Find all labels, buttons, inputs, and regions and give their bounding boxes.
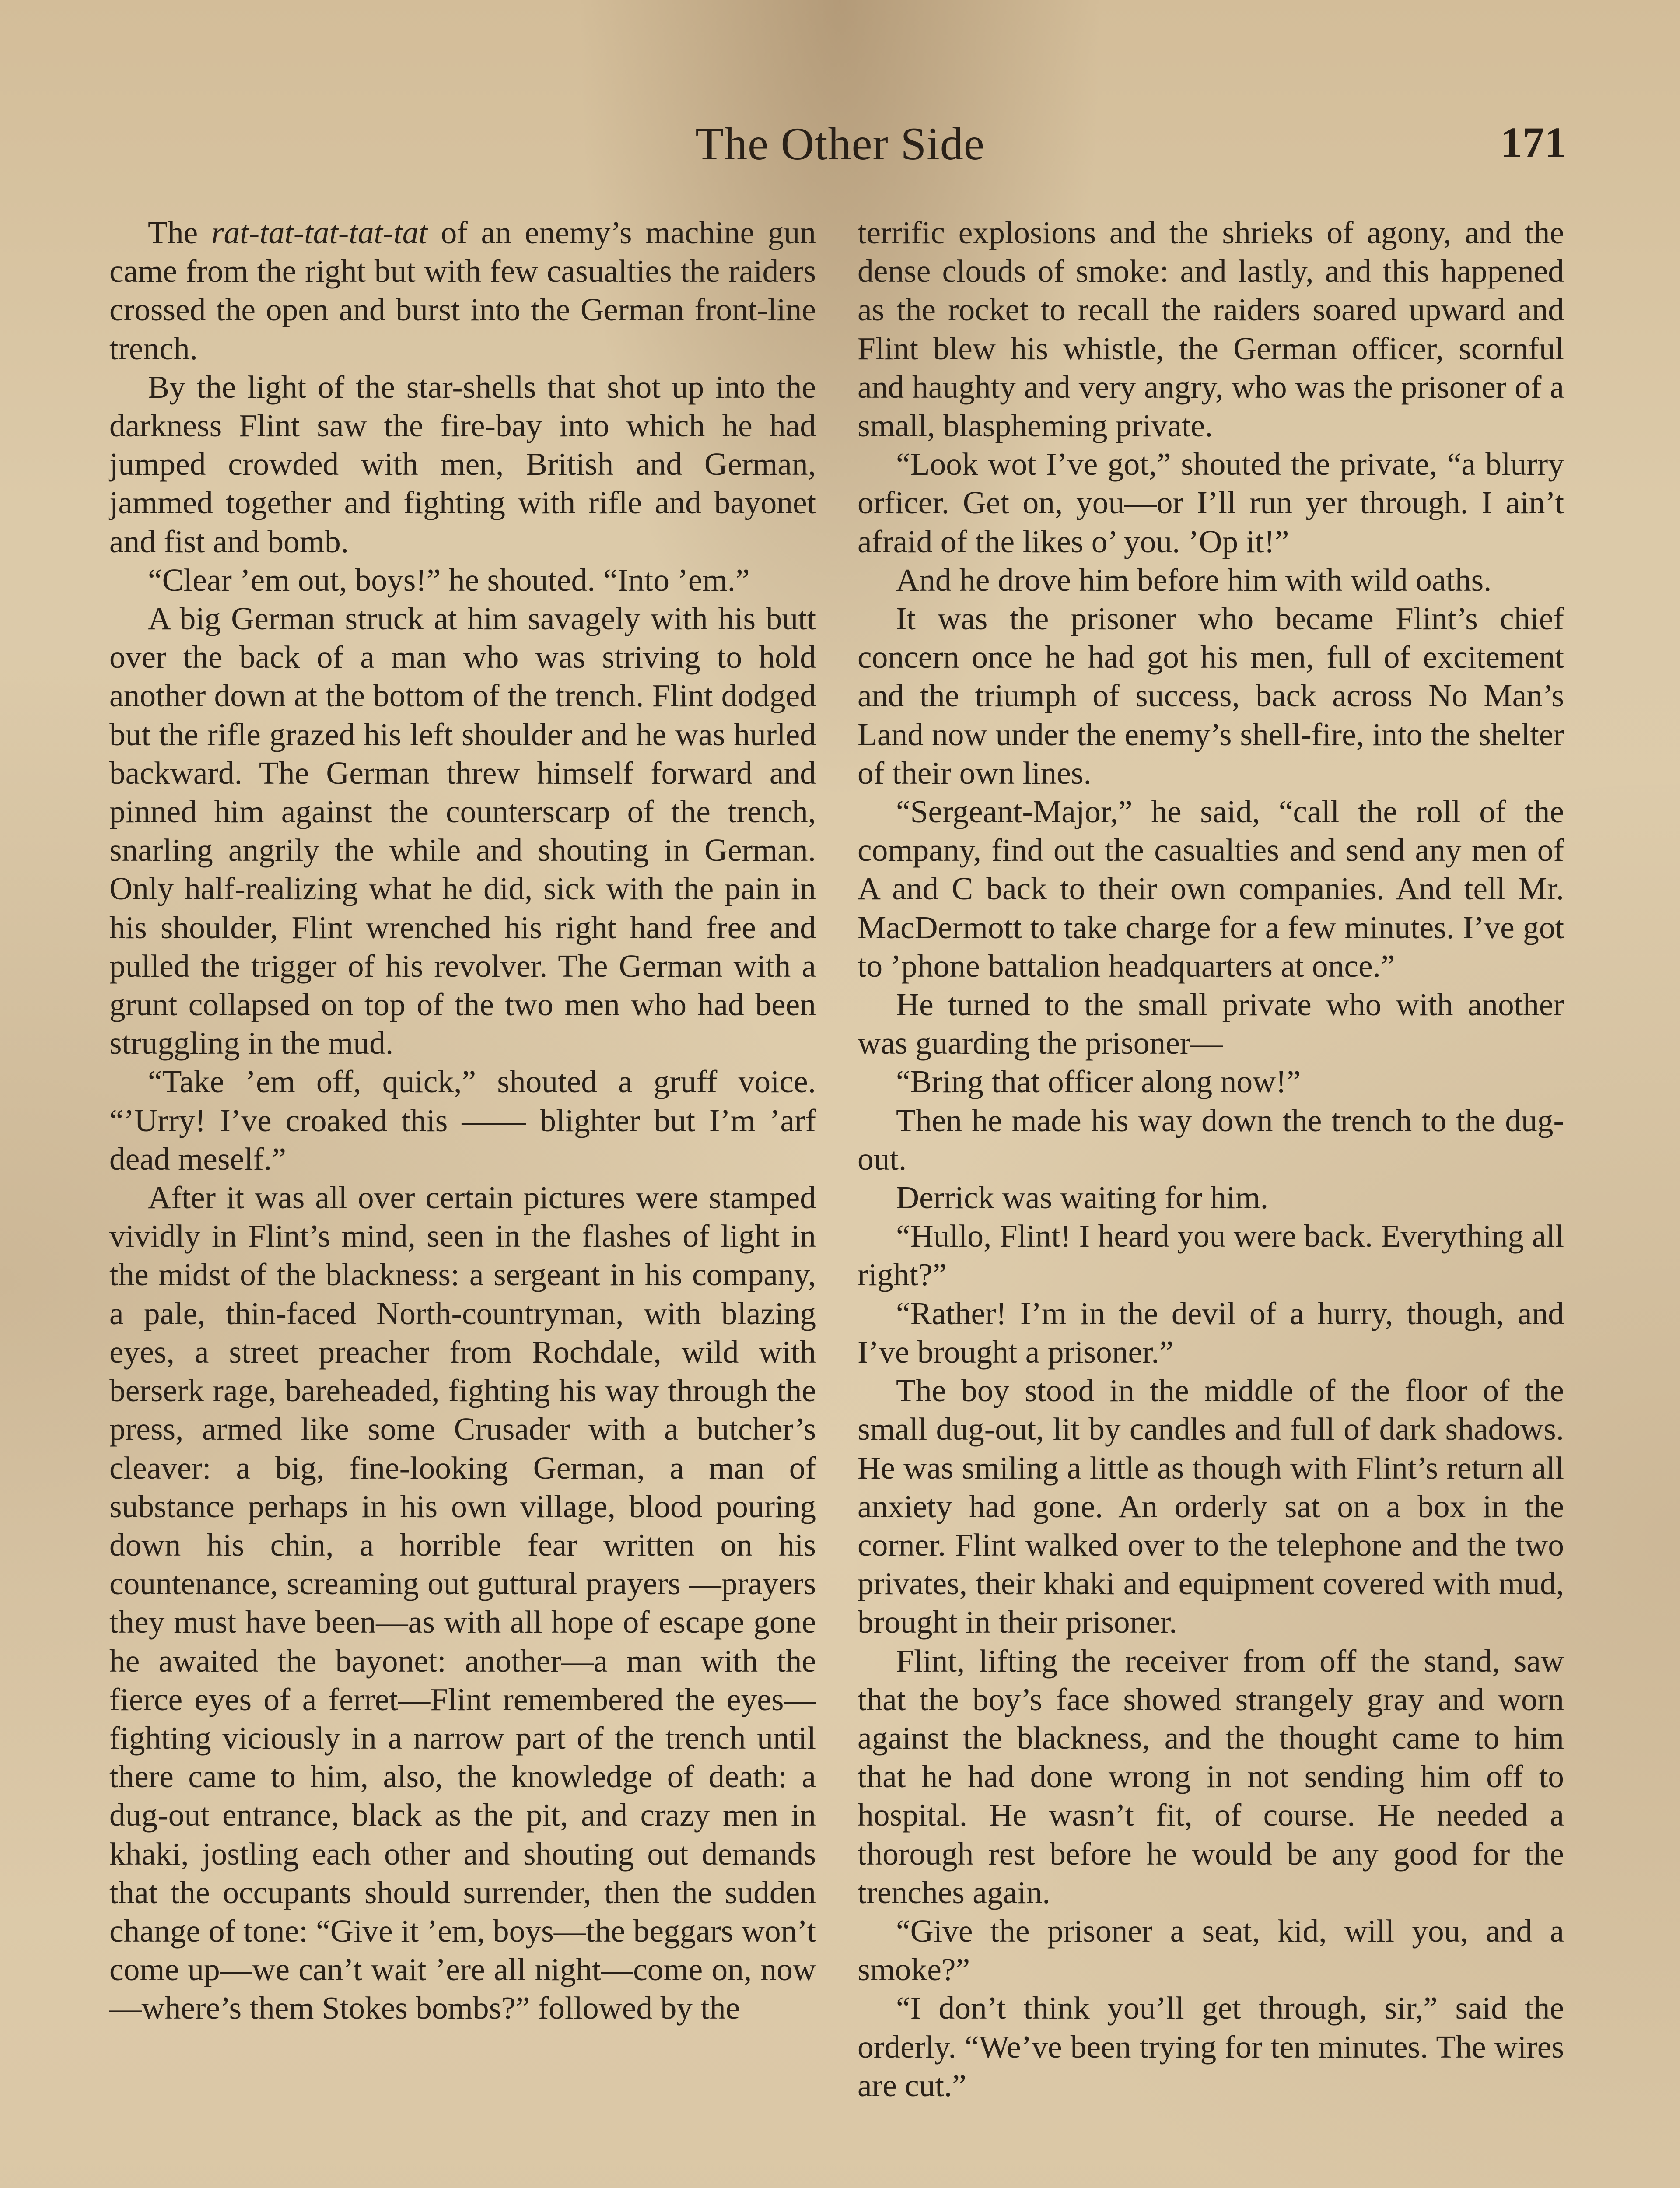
paragraph: Derrick was waiting for him.	[896, 1180, 1269, 1216]
paragraph: After it was all over certain pictures were stamped vividly in Flint’s mind, seen in the flashes of light in the midst of the blackness: a sergeant in his company, a pale, thin-faced North-countryman, with blazing eyes, a street preacher from Rochdale, wild with berserk rage, bareheaded, fighting his way through the press, armed like some Crusader with a butcher’s cleaver: a big, fine-looking German, a man of substance perhaps in his own village, blood pouring down his chin, a horrible fear written on his countenance, screaming out guttural prayers —prayers they must have been—as with all hope of escape gone he awaited the bayonet: another—a man with the fierce eyes of a ferret—Flint remembered the eyes—fighting viciously in a narrow part of the trench until there came to him, also, the knowledge of death: a dug-out entrance, black as the pit, and crazy men in khaki, jostling each other and shouting out demands that the occupants should surrender, then the sudden change of tone: “Give it ’em, boys—the beggars won’t come up—we can’t wait ’ere all night—come on, now—where’s them Stokes bombs?” followed by the	[109, 1180, 816, 2026]
running-head	[0, 117, 1680, 179]
paragraph: By the light of the star-shells that shot up into the darkness Flint saw the fire-bay into which he had jumped crowded with men, British and German, jammed together and fighting with rifle and bayonet and fist and bomb.	[109, 369, 816, 559]
paragraph: Then he made his way down the trench to the dug-out.	[858, 1102, 1564, 1177]
paragraph: The boy stood in the middle of the floor of the small dug-out, lit by candles and full of dark shadows. He was smiling a little as though with Flint’s return all anxiety had gone. An orderly sat on a box in the corner. Flint walked over to the telephone and the two privates, their khaki and equipment covered with mud, brought in their prisoner.	[858, 1373, 1564, 1640]
paragraph: “Rather! I’m in the devil of a hurry, though, and I’ve brought a prisoner.”	[858, 1295, 1564, 1370]
running-title: The Other Side	[695, 118, 985, 169]
paragraph	[109, 214, 816, 368]
paragraph: “Take ’em off, quick,” shouted a gruff voice. “’Urry! I’ve croaked this —— blighter but I’m ’arf dead meself.”	[109, 1064, 816, 1177]
paragraph: “Hullo, Flint! I heard you were back. Everything all right?”	[858, 1218, 1564, 1293]
paragraph: It was the prisoner who became Flint’s chief concern once he had got his men, full of excitement and the triumph of success, back across No Man’s Land now under the enemy’s shell-fire, into the shelter of their own lines.	[858, 601, 1564, 791]
paragraph-text: of an enemy’s machine gun came from the right but with few casualties the raiders crossed the open and burst into the German front-line trench.	[109, 215, 816, 366]
paragraph: “Clear ’em out, boys!” he shouted. “Into ’em.”	[148, 562, 750, 598]
right-column	[858, 214, 1564, 2105]
paragraph: “Give the prisoner a seat, kid, will you, and a smoke?”	[858, 1913, 1564, 1988]
page-number: 171	[1501, 118, 1566, 167]
paragraph: He turned to the small private who with another was guarding the prisoner—	[858, 987, 1564, 1061]
paragraph: “I don’t think you’ll get through, sir,” said the orderly. “We’ve been trying for ten minutes. The wires are cut.”	[858, 1990, 1564, 2103]
paragraph-text: The	[148, 215, 211, 250]
paragraph: “Bring that officer along now!”	[896, 1064, 1301, 1100]
paragraph: “Sergeant-Major,” he said, “call the roll of the company, find out the casualties and send any men of A and C back to their own companies. And tell Mr. MacDermott to take charge for a few minutes. I’ve got to ’phone battalion headquarters at once.”	[858, 794, 1564, 984]
paragraph: A big German struck at him savagely with his butt over the back of a man who was striving to hold another down at the bottom of the trench. Flint dodged but the rifle grazed his left shoulder and he was hurled backward. The German threw himself forward and pinned him against the counterscarp of the trench, snarling angrily the while and shouting in German. Only half-realizing what he did, sick with the pain in his shoulder, Flint wrenched his right hand free and pulled the trigger of his revolver. The German with a grunt collapsed on top of the two men who had been struggling in the mud.	[109, 601, 816, 1061]
left-column	[109, 214, 816, 2028]
paragraph: Flint, lifting the receiver from off the stand, saw that the boy’s face showed strangely gray and worn against the blackness, and the thought came to him that he had done wrong in not sending him off to hospital. He wasn’t fit, of course. He needed a thorough rest before he would be any good for the trenches again.	[858, 1643, 1564, 1910]
paragraph: terrific explosions and the shrieks of agony, and the dense clouds of smoke: and lastly, and this happened as the rocket to recall the raiders soared upward and Flint blew his whistle, the German officer, scornful and haughty and very angry, who was the prisoner of a small, blaspheming private.	[858, 215, 1564, 444]
italic-onomatopoeia: rat-tat-tat-tat-tat	[211, 215, 427, 250]
paragraph: “Look wot I’ve got,” shouted the private, “a blurry orficer. Get on, you—or I’ll run yer through. I ain’t afraid of the likes o’ you. ’Op it!”	[858, 446, 1564, 559]
paragraph: And he drove him before him with wild oaths.	[896, 562, 1492, 598]
